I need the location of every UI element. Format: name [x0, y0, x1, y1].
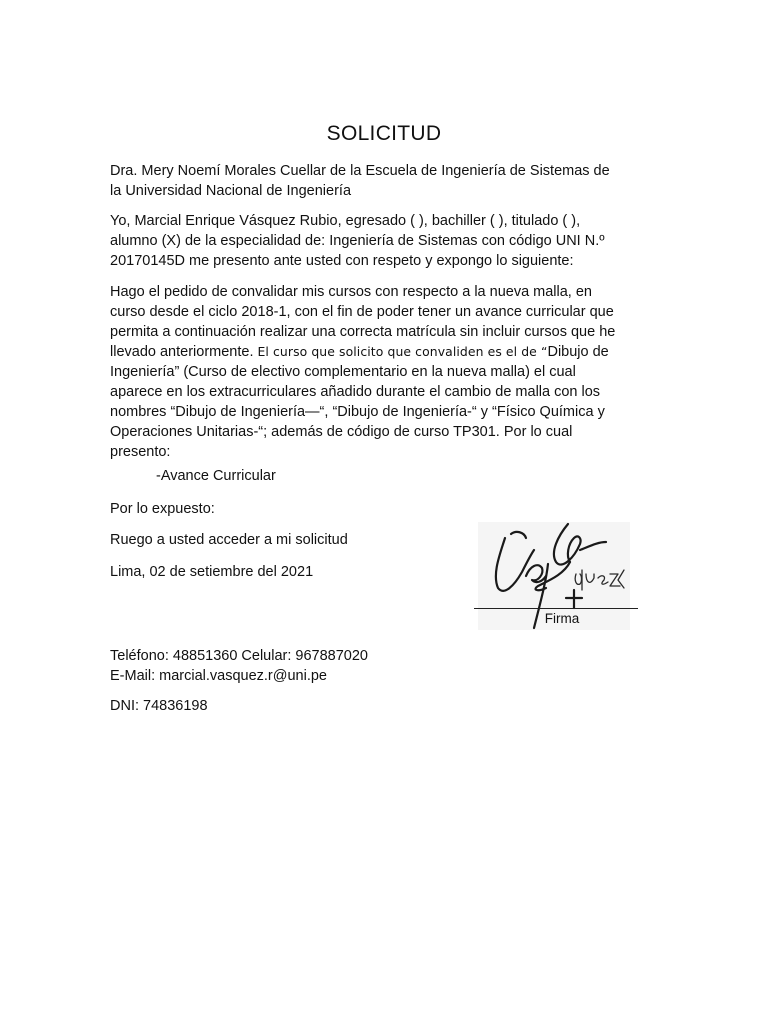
- signature-label: Firma: [544, 611, 580, 626]
- body-line: aparece en los extracurriculares añadido durante el cambio de malla con los: [110, 384, 601, 400]
- intro-line: alumno (X) de la especialidad de: Ingeniería de Sistemas con código UNI N.º: [110, 233, 605, 249]
- contact-phone: Teléfono: 48851360 Celular: 967887020: [110, 648, 368, 664]
- body-line: Ingeniería” (Curso de electivo complementario en la nueva malla) el cual: [110, 364, 576, 380]
- body-line: nombres “Dibujo de Ingeniería—“, “Dibujo de Ingeniería-“ y “Físico Química y: [110, 404, 605, 420]
- date-line: Lima, 02 de setiembre del 2021: [110, 564, 314, 580]
- body-line: permita a continuación realizar una correcta matrícula sin incluir cursos que he: [110, 324, 616, 340]
- addressee-line: Dra. Mery Noemí Morales Cuellar de la Escuela de Ingeniería de Sistemas de: [110, 163, 610, 179]
- contact-dni: DNI: 74836198: [110, 698, 208, 714]
- contact-email: E-Mail: marcial.vasquez.r@uni.pe: [110, 668, 327, 684]
- addressee-paragraph: [110, 161, 670, 201]
- body-text-segment: llevado anteriormente.: [110, 344, 258, 360]
- closing-request: Ruego a usted acceder a mi solicitud: [110, 532, 348, 548]
- addressee-line: la Universidad Nacional de Ingeniería: [110, 183, 352, 199]
- body-text-segment: Dibujo de: [547, 344, 609, 360]
- intro-paragraph: [110, 211, 670, 271]
- body-line: curso desde el ciclo 2018-1, con el fin de poder tener un avance curricular que: [110, 304, 614, 320]
- signature-line: [474, 608, 638, 609]
- body-line: Operaciones Unitarias-“; además de código de curso TP301. Por lo cual: [110, 424, 573, 440]
- body-text-segment-alt-font: El curso que solicito que convaliden es el de “: [257, 344, 548, 359]
- closing-expuesto: Por lo expuesto:: [110, 501, 215, 517]
- body-paragraph: [110, 282, 670, 462]
- document-title: SOLICITUD: [326, 122, 442, 145]
- body-line: Hago el pedido de convalidar mis cursos con respecto a la nueva malla, en: [110, 284, 592, 300]
- body-line: [110, 342, 670, 362]
- attachment-item: -Avance Curricular: [156, 468, 276, 484]
- body-line: presento:: [110, 444, 171, 460]
- intro-line: Yo, Marcial Enrique Vásquez Rubio, egresado ( ), bachiller ( ), titulado ( ),: [110, 213, 581, 229]
- intro-line: 20170145D me presento ante usted con respeto y expongo lo siguiente:: [110, 253, 574, 269]
